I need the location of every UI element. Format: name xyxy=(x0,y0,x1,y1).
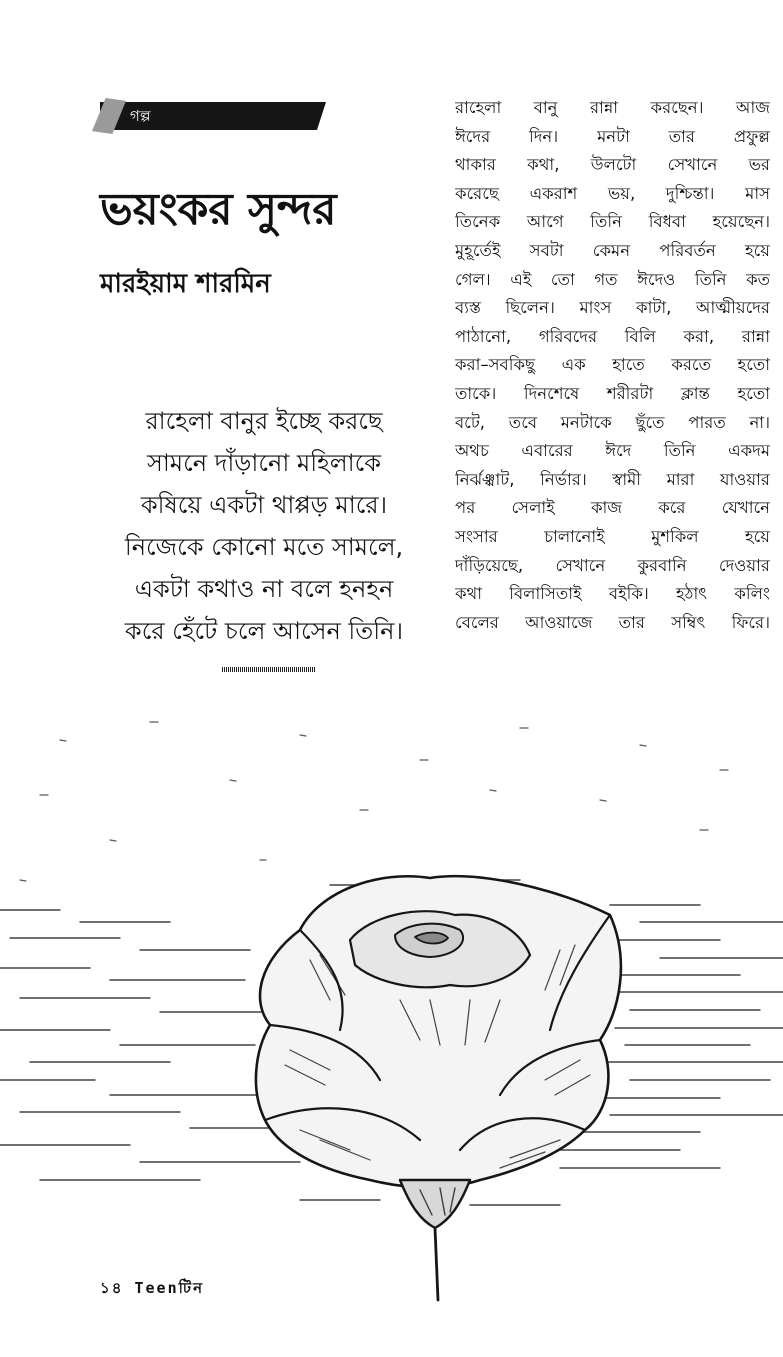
page-footer xyxy=(100,1276,204,1300)
body-line: অথচ এবারের ঈদে তিনি একদম xyxy=(455,441,770,461)
category-label: গল্প xyxy=(130,107,151,125)
pull-quote-line: একটা কথাও না বলে হনহন xyxy=(134,575,394,603)
body-line: করা–সবকিছু এক হাতে করতে হতো xyxy=(455,355,770,375)
pull-quote-line: রাহেলা বানুর ইচ্ছে করছে xyxy=(145,407,383,435)
body-line: ঈদের দিন। মনটা তার প্রফুল্ল xyxy=(455,126,770,146)
body-line: থাকার কথা, উলটো সেখানে ভর xyxy=(455,155,770,175)
body-line: রাহেলা বানু রান্না করছেন। আজ xyxy=(455,98,770,117)
pull-quote-line: করে হেঁটে চলে আসেন তিনি। xyxy=(124,617,404,645)
page-number: ১৪ xyxy=(100,1279,124,1297)
pull-quote-line: সামনে দাঁড়ানো মহিলাকে xyxy=(146,449,382,477)
pull-quote-line: নিজেকে কোনো মতে সামলে, xyxy=(124,533,404,561)
body-line: দাঁড়িয়েছে, সেখানে কুরবানি দেওয়ার xyxy=(455,555,770,575)
quote-divider xyxy=(222,667,316,672)
body-text xyxy=(455,94,770,637)
body-line: পর সেলাই কাজ করে যেখানে xyxy=(455,498,770,518)
body-line: সংসার চালানোই মুশকিল হয়ে xyxy=(455,526,770,546)
body-line: তাকে। দিনশেষে শরীরটা ক্লান্ত হতো xyxy=(455,383,770,403)
body-line: তিনেক আগে তিনি বিধবা হয়েছেন। xyxy=(455,212,770,232)
magazine-name: Teenটিন xyxy=(134,1279,205,1297)
pull-quote xyxy=(96,400,432,652)
rose-drawing xyxy=(256,876,621,1300)
body-line: মুহূর্তেই সবটা কেমন পরিবর্তন হয়ে xyxy=(455,240,770,260)
body-line: কথা বিলাসিতাই বইকি। হঠাৎ কলিং xyxy=(455,584,770,604)
category-tag xyxy=(92,98,328,134)
body-line: গেল। এই তো গত ঈদেও তিনি কত xyxy=(455,269,770,289)
body-line: করেছে একরাশ ভয়, দুশ্চিন্তা। মাস xyxy=(455,183,770,203)
body-line: ব্যস্ত ছিলেন। মাংস কাটা, আত্মীয়দের xyxy=(455,298,770,318)
story-author: মারইয়াম শারমিন xyxy=(100,269,271,299)
body-line: নির্ঝঞ্ঝাট, নির্ভার। স্বামী মারা যাওয়ার xyxy=(455,469,770,489)
body-line: বটে, তবে মনটাকে ছুঁতে পারত না। xyxy=(455,412,770,432)
story-title: ভয়ংকর সুন্দর xyxy=(100,184,337,235)
body-line: পাঠানো, গরিবদের বিলি করা, রান্না xyxy=(455,326,770,346)
body-line: বেলের আওয়াজে তার সম্বিৎ ফিরে। xyxy=(455,612,770,632)
pull-quote-line: কষিয়ে একটা থাপ্পড় মারে। xyxy=(140,491,388,519)
rose-sketch-icon xyxy=(0,700,783,1320)
